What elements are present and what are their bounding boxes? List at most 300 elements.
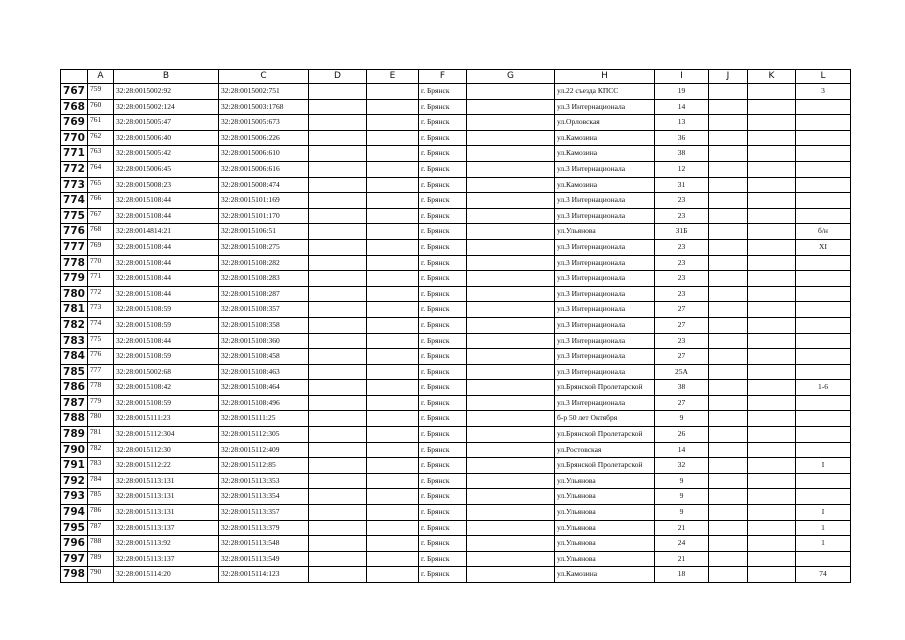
cell-b: 32:28:0015005:47: [114, 115, 219, 131]
cell-g: [467, 302, 555, 318]
cell-i: 9: [655, 489, 709, 505]
cell-j: [709, 146, 748, 162]
cell-d: [309, 536, 367, 552]
cell-i: 9: [655, 505, 709, 521]
cell-e: [367, 333, 419, 349]
cell-d: [309, 99, 367, 115]
table-row: [61, 427, 851, 443]
cell-i: 9: [655, 411, 709, 427]
cell-k: [748, 286, 796, 302]
cell-l: [796, 395, 851, 411]
row-number: 796: [61, 536, 88, 552]
row-number: 778: [61, 255, 88, 271]
cell-l: [796, 411, 851, 427]
cell-k: [748, 161, 796, 177]
cell-h: ул.Брянской Пролетарской: [555, 380, 655, 396]
cell-j: [709, 333, 748, 349]
cell-a: 788: [88, 536, 114, 552]
cell-g: [467, 177, 555, 193]
cell-j: [709, 239, 748, 255]
row-number: 770: [61, 130, 88, 146]
cell-k: [748, 193, 796, 209]
cell-g: [467, 489, 555, 505]
row-number: 789: [61, 427, 88, 443]
table-row: [61, 567, 851, 583]
cell-k: [748, 271, 796, 287]
cell-i: 23: [655, 255, 709, 271]
cell-i: 13: [655, 115, 709, 131]
cell-k: [748, 489, 796, 505]
row-number: 773: [61, 177, 88, 193]
cell-c: 32:28:0015006:226: [219, 130, 309, 146]
cell-h: ул.Брянской Пролетарской: [555, 458, 655, 474]
cell-h: ул.Ульянова: [555, 520, 655, 536]
cell-c: 32:28:0015113:354: [219, 489, 309, 505]
cell-f: г. Брянск: [419, 115, 467, 131]
cell-l: [796, 442, 851, 458]
cell-d: [309, 505, 367, 521]
table-row: [61, 99, 851, 115]
cell-b: 32:28:0015114:20: [114, 567, 219, 583]
cell-d: [309, 458, 367, 474]
cell-b: 32:28:0015113:131: [114, 505, 219, 521]
column-header-h: H: [555, 70, 655, 84]
cell-j: [709, 224, 748, 240]
cell-b: 32:28:0015002:124: [114, 99, 219, 115]
table-row: [61, 333, 851, 349]
cell-g: [467, 333, 555, 349]
cell-d: [309, 193, 367, 209]
cell-b: 32:28:0015108:59: [114, 349, 219, 365]
cell-g: [467, 84, 555, 100]
cell-k: [748, 239, 796, 255]
cell-k: [748, 473, 796, 489]
cell-f: г. Брянск: [419, 551, 467, 567]
cell-d: [309, 146, 367, 162]
cell-d: [309, 208, 367, 224]
cell-f: г. Брянск: [419, 271, 467, 287]
cell-i: 27: [655, 302, 709, 318]
cell-d: [309, 489, 367, 505]
cell-d: [309, 317, 367, 333]
cell-a: 772: [88, 286, 114, 302]
cell-j: [709, 520, 748, 536]
cell-b: 32:28:0015112:30: [114, 442, 219, 458]
cell-l: [796, 271, 851, 287]
cell-c: 32:28:0015108:496: [219, 395, 309, 411]
row-number: 786: [61, 380, 88, 396]
cell-i: 18: [655, 567, 709, 583]
cell-b: 32:28:0015113:92: [114, 536, 219, 552]
cell-f: г. Брянск: [419, 193, 467, 209]
cell-k: [748, 146, 796, 162]
cell-i: 38: [655, 380, 709, 396]
cell-b: 32:28:0015113:137: [114, 551, 219, 567]
cell-f: г. Брянск: [419, 333, 467, 349]
cell-a: 774: [88, 317, 114, 333]
cell-g: [467, 364, 555, 380]
table-row: [61, 302, 851, 318]
cell-l: [796, 255, 851, 271]
cell-a: 787: [88, 520, 114, 536]
cell-f: г. Брянск: [419, 239, 467, 255]
cell-a: 773: [88, 302, 114, 318]
cell-i: 24: [655, 536, 709, 552]
cell-g: [467, 239, 555, 255]
cell-g: [467, 130, 555, 146]
cell-i: 36: [655, 130, 709, 146]
cell-e: [367, 395, 419, 411]
cell-b: 32:28:0015008:23: [114, 177, 219, 193]
cell-a: 764: [88, 161, 114, 177]
cell-i: 23: [655, 208, 709, 224]
cell-j: [709, 442, 748, 458]
cell-e: [367, 130, 419, 146]
cell-l: [796, 99, 851, 115]
corner-header: [61, 70, 88, 84]
cell-j: [709, 271, 748, 287]
cell-i: 12: [655, 161, 709, 177]
row-number: 785: [61, 364, 88, 380]
cell-a: 780: [88, 411, 114, 427]
cell-l: [796, 427, 851, 443]
cell-c: 32:28:0015108:463: [219, 364, 309, 380]
cell-c: 32:28:0015112:85: [219, 458, 309, 474]
cell-k: [748, 333, 796, 349]
table-row: [61, 395, 851, 411]
cell-h: ул.3 Интернационала: [555, 302, 655, 318]
cell-c: 32:28:0015108:464: [219, 380, 309, 396]
cell-e: [367, 208, 419, 224]
cell-d: [309, 84, 367, 100]
cell-d: [309, 333, 367, 349]
row-number: 793: [61, 489, 88, 505]
table-row: [61, 458, 851, 474]
cell-k: [748, 551, 796, 567]
cell-h: ул.Ульянова: [555, 505, 655, 521]
table-row: [61, 208, 851, 224]
cell-h: ул.3 Интернационала: [555, 349, 655, 365]
cell-k: [748, 536, 796, 552]
cell-k: [748, 442, 796, 458]
cell-l: [796, 333, 851, 349]
column-header-f: F: [419, 70, 467, 84]
cell-a: 777: [88, 364, 114, 380]
cell-l: [796, 349, 851, 365]
cell-g: [467, 473, 555, 489]
table-row: [61, 505, 851, 521]
cell-h: ул.3 Интернационала: [555, 208, 655, 224]
cell-a: 786: [88, 505, 114, 521]
cell-a: 782: [88, 442, 114, 458]
table-row: [61, 224, 851, 240]
cell-e: [367, 364, 419, 380]
row-number: 791: [61, 458, 88, 474]
row-number: 780: [61, 286, 88, 302]
cell-k: [748, 317, 796, 333]
cell-f: г. Брянск: [419, 411, 467, 427]
cell-c: 32:28:0015112:409: [219, 442, 309, 458]
cell-f: г. Брянск: [419, 536, 467, 552]
cell-a: 761: [88, 115, 114, 131]
table-row: [61, 115, 851, 131]
row-number: 787: [61, 395, 88, 411]
cell-a: 789: [88, 551, 114, 567]
cell-a: 766: [88, 193, 114, 209]
cell-j: [709, 177, 748, 193]
cell-e: [367, 349, 419, 365]
cell-b: 32:28:0015006:45: [114, 161, 219, 177]
cell-e: [367, 286, 419, 302]
cell-a: 763: [88, 146, 114, 162]
column-header-b: B: [114, 70, 219, 84]
cell-e: [367, 427, 419, 443]
cell-b: 32:28:0015112:304: [114, 427, 219, 443]
cell-l: [796, 551, 851, 567]
cell-g: [467, 349, 555, 365]
table-row: [61, 349, 851, 365]
cell-g: [467, 395, 555, 411]
row-number: 782: [61, 317, 88, 333]
cell-f: г. Брянск: [419, 161, 467, 177]
cell-g: [467, 255, 555, 271]
cell-f: г. Брянск: [419, 442, 467, 458]
cell-i: 27: [655, 349, 709, 365]
cell-c: 32:28:0015108:275: [219, 239, 309, 255]
cell-c: 32:28:0015006:610: [219, 146, 309, 162]
cell-h: ул.Ульянова: [555, 536, 655, 552]
cell-e: [367, 271, 419, 287]
column-header-l: L: [796, 70, 851, 84]
cell-d: [309, 130, 367, 146]
cell-h: ул.22 съезда КПСС: [555, 84, 655, 100]
cell-k: [748, 380, 796, 396]
cell-g: [467, 208, 555, 224]
row-number: 768: [61, 99, 88, 115]
cell-j: [709, 505, 748, 521]
cell-g: [467, 317, 555, 333]
cell-c: 32:28:0015101:170: [219, 208, 309, 224]
cell-j: [709, 551, 748, 567]
column-header-a: A: [88, 70, 114, 84]
cell-f: г. Брянск: [419, 130, 467, 146]
cell-f: г. Брянск: [419, 489, 467, 505]
cell-a: 776: [88, 349, 114, 365]
cell-l: б/н: [796, 224, 851, 240]
row-number: 792: [61, 473, 88, 489]
cell-c: 32:28:0015108:358: [219, 317, 309, 333]
cell-j: [709, 84, 748, 100]
cell-l: [796, 364, 851, 380]
cell-b: 32:28:0015108:42: [114, 380, 219, 396]
cell-i: 23: [655, 239, 709, 255]
cell-a: 762: [88, 130, 114, 146]
cell-i: 23: [655, 286, 709, 302]
cell-e: [367, 224, 419, 240]
cell-i: 31Б: [655, 224, 709, 240]
cell-d: [309, 442, 367, 458]
cell-i: 19: [655, 84, 709, 100]
cell-e: [367, 193, 419, 209]
cell-h: ул.3 Интернационала: [555, 395, 655, 411]
cell-g: [467, 99, 555, 115]
cell-f: г. Брянск: [419, 84, 467, 100]
cell-c: 32:28:0015108:357: [219, 302, 309, 318]
cell-d: [309, 380, 367, 396]
table-row: [61, 130, 851, 146]
cell-k: [748, 115, 796, 131]
row-number: 777: [61, 239, 88, 255]
cell-f: г. Брянск: [419, 395, 467, 411]
cell-a: 768: [88, 224, 114, 240]
cell-b: 32:28:0015108:44: [114, 333, 219, 349]
cell-c: 32:28:0015002:751: [219, 84, 309, 100]
cell-i: 27: [655, 395, 709, 411]
cell-d: [309, 286, 367, 302]
cell-j: [709, 427, 748, 443]
cell-h: ул.3 Интернационала: [555, 271, 655, 287]
cell-k: [748, 364, 796, 380]
cell-c: 32:28:0015008:474: [219, 177, 309, 193]
cell-a: 775: [88, 333, 114, 349]
table-row: [61, 489, 851, 505]
cell-h: ул.Орловская: [555, 115, 655, 131]
cell-j: [709, 458, 748, 474]
cell-b: 32:28:0015002:92: [114, 84, 219, 100]
cell-f: г. Брянск: [419, 177, 467, 193]
cell-l: 74: [796, 567, 851, 583]
cell-i: 9: [655, 473, 709, 489]
cell-f: г. Брянск: [419, 505, 467, 521]
cell-k: [748, 505, 796, 521]
cell-i: 27: [655, 317, 709, 333]
cell-a: 784: [88, 473, 114, 489]
cell-j: [709, 302, 748, 318]
cell-j: [709, 536, 748, 552]
cell-i: 31: [655, 177, 709, 193]
cell-l: XI: [796, 239, 851, 255]
cell-j: [709, 161, 748, 177]
table-row: [61, 84, 851, 100]
cell-e: [367, 255, 419, 271]
cell-l: [796, 208, 851, 224]
table-row: [61, 177, 851, 193]
cell-a: 770: [88, 255, 114, 271]
cell-k: [748, 255, 796, 271]
row-number: 788: [61, 411, 88, 427]
cell-h: ул.Ульянова: [555, 473, 655, 489]
cell-d: [309, 161, 367, 177]
cell-b: 32:28:0015108:44: [114, 208, 219, 224]
table-row: [61, 536, 851, 552]
cell-j: [709, 317, 748, 333]
table-row: [61, 411, 851, 427]
cell-c: 32:28:0015113:548: [219, 536, 309, 552]
cell-b: 32:28:0015108:44: [114, 239, 219, 255]
cell-k: [748, 130, 796, 146]
cell-e: [367, 520, 419, 536]
cell-c: 32:28:0015106:51: [219, 224, 309, 240]
row-number: 795: [61, 520, 88, 536]
cell-l: [796, 146, 851, 162]
cell-k: [748, 349, 796, 365]
row-number: 767: [61, 84, 88, 100]
cell-g: [467, 380, 555, 396]
cell-d: [309, 224, 367, 240]
cell-f: г. Брянск: [419, 349, 467, 365]
cell-l: I: [796, 505, 851, 521]
table-row: [61, 286, 851, 302]
cell-l: 1: [796, 536, 851, 552]
cell-i: 21: [655, 551, 709, 567]
cell-h: ул.Камозина: [555, 567, 655, 583]
cell-j: [709, 130, 748, 146]
cell-f: г. Брянск: [419, 317, 467, 333]
cell-c: 32:28:0015006:616: [219, 161, 309, 177]
cell-j: [709, 380, 748, 396]
cell-j: [709, 193, 748, 209]
cell-d: [309, 473, 367, 489]
cell-a: 790: [88, 567, 114, 583]
cell-d: [309, 567, 367, 583]
cell-f: г. Брянск: [419, 473, 467, 489]
cell-l: [796, 473, 851, 489]
cell-h: ул.3 Интернационала: [555, 286, 655, 302]
column-header-d: D: [309, 70, 367, 84]
cell-a: 759: [88, 84, 114, 100]
cell-e: [367, 473, 419, 489]
cell-k: [748, 458, 796, 474]
cell-d: [309, 411, 367, 427]
cell-b: 32:28:0015108:59: [114, 302, 219, 318]
cell-l: [796, 115, 851, 131]
cell-a: 769: [88, 239, 114, 255]
cell-j: [709, 567, 748, 583]
cell-h: ул.Камозина: [555, 146, 655, 162]
cell-i: 14: [655, 99, 709, 115]
cell-l: [796, 302, 851, 318]
cell-a: 781: [88, 427, 114, 443]
cell-g: [467, 567, 555, 583]
cell-g: [467, 505, 555, 521]
table-row: [61, 442, 851, 458]
cell-c: 32:28:0015113:357: [219, 505, 309, 521]
cell-h: ул.Ульянова: [555, 551, 655, 567]
table-row: [61, 161, 851, 177]
row-number: 781: [61, 302, 88, 318]
cell-e: [367, 536, 419, 552]
cell-g: [467, 271, 555, 287]
cell-b: 32:28:0015113:131: [114, 473, 219, 489]
cell-b: 32:28:0015108:59: [114, 395, 219, 411]
cell-d: [309, 271, 367, 287]
cell-g: [467, 427, 555, 443]
column-header-i: I: [655, 70, 709, 84]
cell-a: 783: [88, 458, 114, 474]
row-number: 775: [61, 208, 88, 224]
cell-e: [367, 567, 419, 583]
cell-c: 32:28:0015114:123: [219, 567, 309, 583]
cell-d: [309, 427, 367, 443]
cell-e: [367, 551, 419, 567]
cell-c: 32:28:0015108:458: [219, 349, 309, 365]
cell-i: 25А: [655, 364, 709, 380]
cell-e: [367, 411, 419, 427]
cell-l: 1-6: [796, 380, 851, 396]
cell-i: 23: [655, 193, 709, 209]
column-header-g: G: [467, 70, 555, 84]
cell-k: [748, 520, 796, 536]
